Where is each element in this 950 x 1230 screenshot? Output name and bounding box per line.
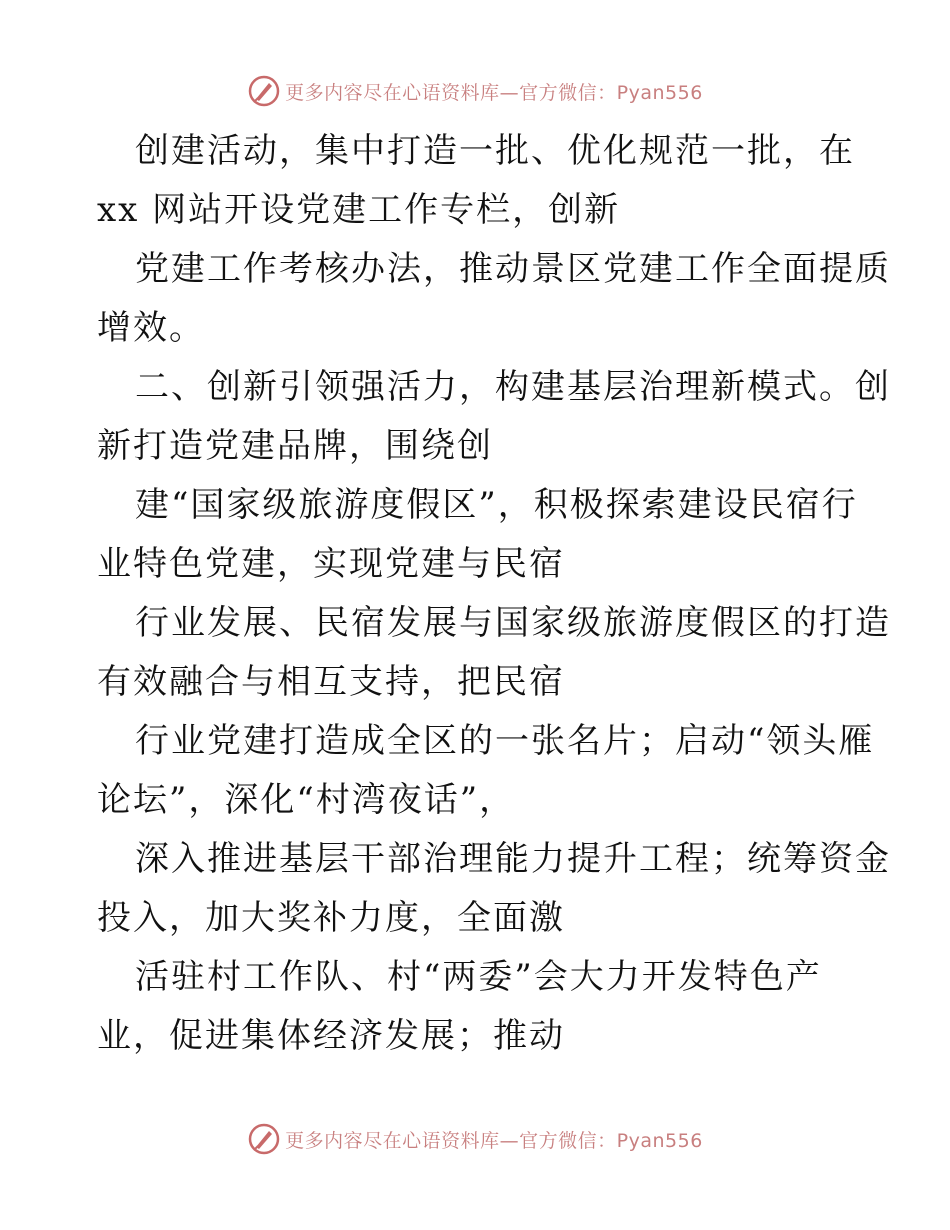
text-line: 增效。 — [97, 308, 205, 348]
text-line: 投入，加大奖补力度，全面激 — [97, 898, 565, 938]
text-line: 新打造党建品牌，围绕创 — [97, 426, 493, 466]
text-line: 党建工作考核办法，推动景区党建工作全面提质 — [135, 249, 891, 289]
text-line: 创建活动，集中打造一批、优化规范一批，在 — [135, 131, 855, 171]
text-line: 有效融合与相互支持，把民宿 — [97, 662, 565, 702]
document-body — [97, 122, 891, 1066]
header-watermark — [0, 71, 950, 111]
text-line: 论坛”，深化“村湾夜话”， — [97, 780, 516, 820]
text-line: 深入推进基层干部治理能力提升工程；统筹资金 — [135, 839, 891, 879]
watermark-text: 更多内容尽在心语资料库—官方微信：Pyan556 — [285, 1129, 703, 1152]
quill-logo-icon — [247, 74, 281, 108]
watermark-text: 更多内容尽在心语资料库—官方微信：Pyan556 — [285, 81, 703, 104]
text-line: 业特色党建，实现党建与民宿 — [97, 544, 565, 584]
footer-watermark — [0, 1119, 950, 1159]
text-line: 活驻村工作队、村“两委”会大力开发特色产 — [135, 957, 822, 997]
text-line: 行业发展、民宿发展与国家级旅游度假区的打造 — [135, 603, 891, 643]
text-line: xx 网站开设党建工作专栏，创新 — [97, 190, 621, 230]
text-line: 业，促进集体经济发展；推动 — [97, 1016, 565, 1056]
text-line: 行业党建打造成全区的一张名片；启动“领头雁 — [135, 721, 875, 761]
text-line: 建“国家级旅游度假区”，积极探索建设民宿行 — [135, 485, 858, 525]
quill-logo-icon — [247, 1122, 281, 1156]
text-line: 二、创新引领强活力，构建基层治理新模式。创 — [135, 367, 891, 407]
